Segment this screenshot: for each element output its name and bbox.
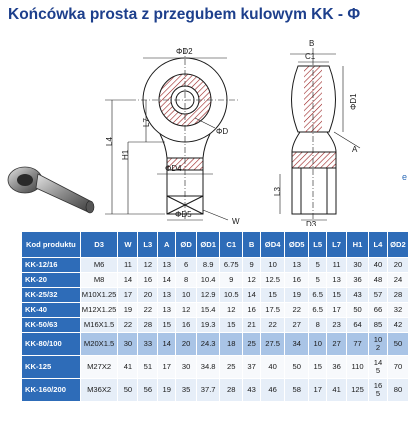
table-cell: 14 bbox=[158, 333, 176, 356]
table-cell: 21 bbox=[243, 318, 261, 333]
table-row bbox=[22, 356, 409, 379]
table-cell: 14 bbox=[118, 273, 138, 288]
page-edge-fragment: e bbox=[401, 172, 407, 182]
table-header-cell: ØD bbox=[176, 232, 197, 258]
table-cell: 16 bbox=[176, 318, 197, 333]
table-cell: 43 bbox=[347, 288, 369, 303]
table-row bbox=[22, 303, 409, 318]
table-cell: M36X2 bbox=[80, 379, 118, 402]
table-row bbox=[22, 273, 409, 288]
table-cell: 12 bbox=[176, 303, 197, 318]
table-row bbox=[22, 379, 409, 402]
table-cell: 17.5 bbox=[261, 303, 285, 318]
table-cell: 30 bbox=[118, 333, 138, 356]
table-header-cell: L7 bbox=[327, 232, 347, 258]
table-cell: 41 bbox=[327, 379, 347, 402]
table-cell: 85 bbox=[369, 318, 388, 333]
table-row bbox=[22, 318, 409, 333]
product-code-cell: KK-12/16 bbox=[22, 258, 81, 273]
table-cell: 10 bbox=[176, 288, 197, 303]
table-cell: 77 bbox=[347, 333, 369, 356]
table-cell: 22 bbox=[261, 318, 285, 333]
table-cell: 10.5 bbox=[220, 288, 243, 303]
table-cell: M27X2 bbox=[80, 356, 118, 379]
table-cell: 34.8 bbox=[197, 356, 220, 379]
table-header-cell: L5 bbox=[309, 232, 327, 258]
table-cell: 125 bbox=[347, 379, 369, 402]
table-cell: 28 bbox=[387, 288, 408, 303]
table-cell: 10 bbox=[261, 258, 285, 273]
table-cell: 42 bbox=[387, 318, 408, 333]
table-row bbox=[22, 258, 409, 273]
table-cell: 27 bbox=[327, 333, 347, 356]
table-cell: 11 bbox=[327, 258, 347, 273]
table-cell: 58 bbox=[285, 379, 309, 402]
product-code-cell: KK-125 bbox=[22, 356, 81, 379]
table-cell: 46 bbox=[261, 379, 285, 402]
specs-table bbox=[21, 231, 409, 402]
product-code-cell: KK-160/200 bbox=[22, 379, 81, 402]
table-header-cell: B bbox=[243, 232, 261, 258]
table-cell: 43 bbox=[243, 379, 261, 402]
table-cell: 28 bbox=[138, 318, 158, 333]
table-cell: 19 bbox=[118, 303, 138, 318]
table-cell: 80 bbox=[387, 379, 408, 402]
table-cell: 15 bbox=[327, 288, 347, 303]
table-cell: 17 bbox=[327, 303, 347, 318]
table-header-cell: C1 bbox=[220, 232, 243, 258]
table-cell: 18 bbox=[220, 333, 243, 356]
table-cell: 16 bbox=[243, 303, 261, 318]
table-cell: 14 bbox=[158, 273, 176, 288]
table-cell: 20 bbox=[138, 288, 158, 303]
technical-drawing bbox=[0, 24, 409, 226]
table-cell: 8.9 bbox=[197, 258, 220, 273]
table-cell: 50 bbox=[347, 303, 369, 318]
label-d4: ΦD4 bbox=[165, 164, 182, 173]
table-cell: 12.9 bbox=[197, 288, 220, 303]
table-cell: 16 bbox=[285, 273, 309, 288]
table-header-cell: ØD2 bbox=[387, 232, 408, 258]
table-header-cell: ØD4 bbox=[261, 232, 285, 258]
table-cell: 10 bbox=[309, 333, 327, 356]
table-cell: 15 bbox=[309, 356, 327, 379]
table-header-cell: ØD5 bbox=[285, 232, 309, 258]
label-l7: L7 bbox=[142, 118, 151, 127]
table-cell: 41 bbox=[118, 356, 138, 379]
label-l4: L4 bbox=[105, 137, 114, 146]
label-c1: C1 bbox=[305, 52, 316, 61]
table-cell: 9 bbox=[220, 273, 243, 288]
table-cell: 22 bbox=[118, 318, 138, 333]
table-cell: 20 bbox=[387, 258, 408, 273]
table-cell: 14 bbox=[243, 288, 261, 303]
table-cell: 8 bbox=[309, 318, 327, 333]
table-cell: 13 bbox=[327, 273, 347, 288]
table-cell: 23 bbox=[327, 318, 347, 333]
table-cell: 34 bbox=[285, 333, 309, 356]
table-cell: M12X1.25 bbox=[80, 303, 118, 318]
table-cell: 50 bbox=[285, 356, 309, 379]
table-header-cell: A bbox=[158, 232, 176, 258]
table-cell: 35 bbox=[176, 379, 197, 402]
table-cell: 12 bbox=[243, 273, 261, 288]
table-header-row bbox=[22, 232, 409, 258]
table-cell: 13 bbox=[158, 288, 176, 303]
table-cell: 5 bbox=[309, 258, 327, 273]
table-cell: 51 bbox=[138, 356, 158, 379]
table-cell: 30 bbox=[176, 356, 197, 379]
table-cell: 6.5 bbox=[309, 288, 327, 303]
table-cell: 19 bbox=[158, 379, 176, 402]
table-cell: 6.5 bbox=[309, 303, 327, 318]
label-w: W bbox=[232, 217, 240, 226]
product-code-cell: KK-25/32 bbox=[22, 288, 81, 303]
table-cell: 10 2 bbox=[369, 333, 388, 356]
table-cell: 11 bbox=[118, 258, 138, 273]
table-cell: 17 bbox=[118, 288, 138, 303]
table-row bbox=[22, 288, 409, 303]
label-h1: H1 bbox=[121, 149, 130, 160]
table-cell: 9 bbox=[243, 258, 261, 273]
table-cell: 40 bbox=[261, 356, 285, 379]
table-cell: 37.7 bbox=[197, 379, 220, 402]
table-cell: 27.5 bbox=[261, 333, 285, 356]
product-code-cell: KK-20 bbox=[22, 273, 81, 288]
label-d1: ΦD1 bbox=[349, 93, 358, 110]
table-cell: 56 bbox=[138, 379, 158, 402]
table-cell: 22 bbox=[138, 303, 158, 318]
table-cell: 5 bbox=[309, 273, 327, 288]
table-header-cell: Kod produktu bbox=[22, 232, 81, 258]
table-cell: 13 bbox=[285, 258, 309, 273]
table-cell: 15 bbox=[220, 318, 243, 333]
table-cell: 57 bbox=[369, 288, 388, 303]
table-cell: 16 5 bbox=[369, 379, 388, 402]
page-title: Końcówka prosta z przegubem kulowym KK - Φ bbox=[8, 6, 361, 23]
table-cell: 22 bbox=[285, 303, 309, 318]
table-cell: M8 bbox=[80, 273, 118, 288]
table-cell: 15 bbox=[261, 288, 285, 303]
table-cell: 8 bbox=[176, 273, 197, 288]
table-cell: 19 bbox=[285, 288, 309, 303]
table-cell: 15 bbox=[158, 318, 176, 333]
table-cell: 12 bbox=[138, 258, 158, 273]
table-cell: 36 bbox=[347, 273, 369, 288]
table-cell: 15.4 bbox=[197, 303, 220, 318]
table-cell: 66 bbox=[369, 303, 388, 318]
table-cell: M16X1.5 bbox=[80, 318, 118, 333]
label-d2: ΦD2 bbox=[176, 47, 193, 56]
table-cell: 33 bbox=[138, 333, 158, 356]
label-l3: L3 bbox=[273, 187, 282, 196]
table-header-cell: L4 bbox=[369, 232, 388, 258]
table-cell: 20 bbox=[176, 333, 197, 356]
table-cell: 30 bbox=[347, 258, 369, 273]
table-header-cell: W bbox=[118, 232, 138, 258]
table-cell: 25 bbox=[243, 333, 261, 356]
table-cell: 110 bbox=[347, 356, 369, 379]
product-code-cell: KK-50/63 bbox=[22, 318, 81, 333]
table-cell: 6 bbox=[176, 258, 197, 273]
table-cell: M10X1.25 bbox=[80, 288, 118, 303]
side-view bbox=[280, 48, 360, 222]
table-cell: 28 bbox=[220, 379, 243, 402]
table-cell: 64 bbox=[347, 318, 369, 333]
table-cell: 16 bbox=[138, 273, 158, 288]
product-photo bbox=[8, 167, 94, 213]
table-cell: 10.4 bbox=[197, 273, 220, 288]
table-cell: 14 5 bbox=[369, 356, 388, 379]
label-a: A bbox=[352, 145, 358, 154]
product-code-cell: KK-80/100 bbox=[22, 333, 81, 356]
table-cell: 24.3 bbox=[197, 333, 220, 356]
table-cell: 12 bbox=[220, 303, 243, 318]
label-d: ΦD bbox=[216, 127, 229, 136]
table-cell: 13 bbox=[158, 258, 176, 273]
table-cell: 48 bbox=[369, 273, 388, 288]
table-cell: 37 bbox=[243, 356, 261, 379]
label-d5: ΦD5 bbox=[175, 210, 192, 219]
table-cell: M6 bbox=[80, 258, 118, 273]
product-code-cell: KK-40 bbox=[22, 303, 81, 318]
table-cell: M20X1.5 bbox=[80, 333, 118, 356]
table-header-cell: H1 bbox=[347, 232, 369, 258]
table-cell: 19.3 bbox=[197, 318, 220, 333]
label-b: B bbox=[309, 39, 315, 48]
table-cell: 32 bbox=[387, 303, 408, 318]
table-cell: 17 bbox=[158, 356, 176, 379]
table-cell: 70 bbox=[387, 356, 408, 379]
table-cell: 13 bbox=[158, 303, 176, 318]
table-header-cell: D3 bbox=[80, 232, 118, 258]
table-cell: 50 bbox=[387, 333, 408, 356]
table-cell: 25 bbox=[220, 356, 243, 379]
table-header-cell: L3 bbox=[138, 232, 158, 258]
table-cell: 24 bbox=[387, 273, 408, 288]
table-cell: 17 bbox=[309, 379, 327, 402]
table-cell: 12.5 bbox=[261, 273, 285, 288]
table-cell: 6.75 bbox=[220, 258, 243, 273]
table-cell: 40 bbox=[369, 258, 388, 273]
table-header-cell: ØD1 bbox=[197, 232, 220, 258]
table-row bbox=[22, 333, 409, 356]
table-cell: 36 bbox=[327, 356, 347, 379]
table-cell: 27 bbox=[285, 318, 309, 333]
table-cell: 50 bbox=[118, 379, 138, 402]
label-d3: D3 bbox=[306, 220, 317, 226]
